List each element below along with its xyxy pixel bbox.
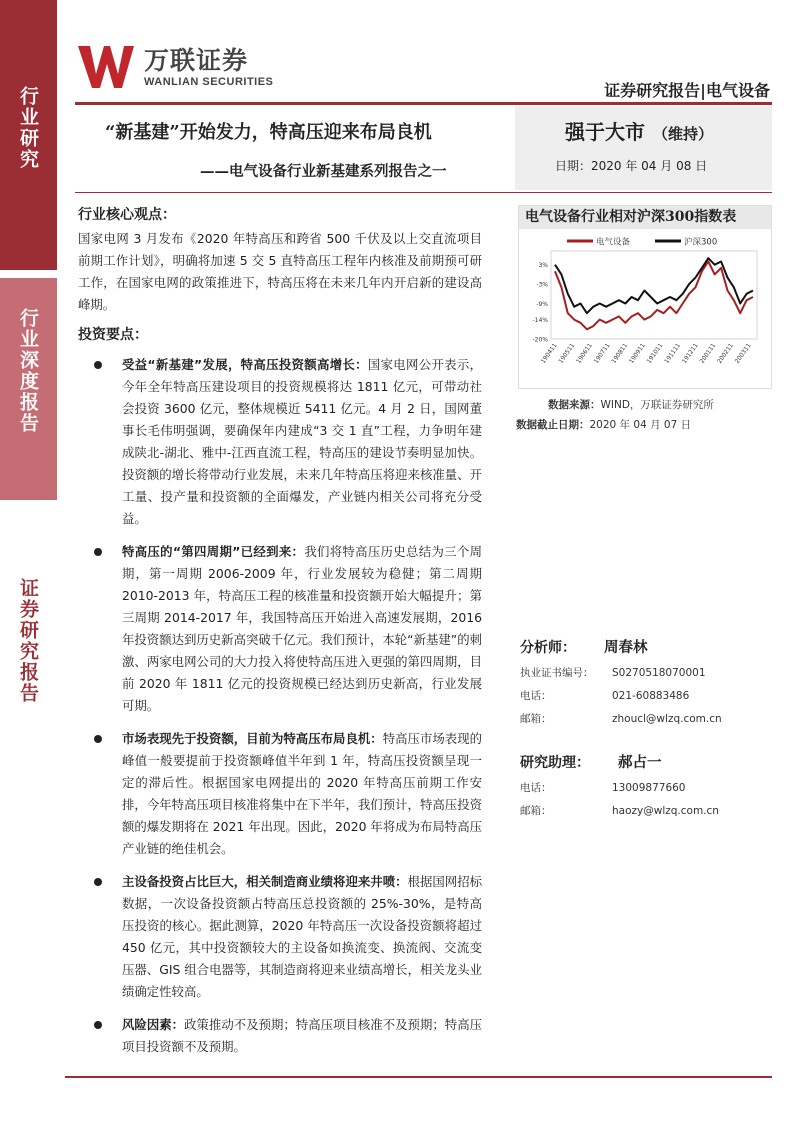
data-cutoff — [516, 417, 691, 432]
analyst-phone-label: 电话： — [520, 690, 552, 702]
x-tick-label: 190511 — [557, 342, 577, 365]
header-rule — [75, 102, 772, 105]
analyst-role: 分析师： — [520, 640, 576, 656]
point-title: 主设备投资占比巨大，相关制造商业绩将迎来井喷： — [122, 874, 408, 889]
assistant-phone-label: 电话： — [520, 782, 552, 794]
relative-index-chart — [518, 205, 772, 389]
side-section-depth-report — [0, 278, 57, 500]
series-line — [555, 262, 753, 330]
side-section-securities-report — [0, 508, 57, 1132]
analyst-license-row — [520, 662, 772, 685]
source-value: WIND，万联证券研究所 — [600, 399, 714, 411]
y-tick-label: -20% — [532, 336, 548, 344]
series-line — [555, 258, 753, 313]
side-section-industry-research — [0, 0, 57, 270]
points-heading: 投资要点： — [78, 327, 148, 343]
core-text: 国家电网 3 月发布《2020 年特高压和跨省 500 千伏及以上交直流项目前期工作计划》，明确将加速 5 交 5 直特高压工程年内核准及前期预可研工作，在国家电网的政策推进下，特高压将在未来几年内开启新的建设高峰期。 — [78, 231, 482, 312]
assistant-name: 郝占一 — [618, 754, 662, 771]
bullet-icon — [94, 878, 102, 886]
logo-english: WANLIAN SECURITIES — [144, 76, 274, 88]
rating — [565, 116, 713, 145]
x-tick-label: 200211 — [716, 342, 736, 365]
main-content — [78, 204, 482, 1069]
core-heading: 行业核心观点： — [78, 207, 176, 223]
company-logo — [78, 44, 273, 90]
assistant-email[interactable]: haozy@wlzq.com.cn — [612, 805, 719, 817]
analyst-license: S0270518070001 — [612, 667, 706, 679]
point-item — [78, 541, 482, 717]
point-text: 根据国网招标数据，一次设备投资额占特高压总投资额的 25%-30%，是特高压投资的核心。据此测算，2020 年特高压一次设备投资额将超过 450 亿元，其中投资额较大的主设备如换流变、换流阀、交流变压器、GIS 组合电器等，其制造商将迎来业绩高增长，相关龙头业绩确定性较高。 — [122, 874, 483, 999]
analyst-email-label: 邮箱： — [520, 713, 552, 725]
plot-frame — [551, 251, 757, 339]
x-tick-label: 190911 — [627, 342, 647, 365]
point-text: 特高压市场表现的峰值一般要提前于投资额峰值半年到 1 年，特高压投资额呈现一定的滞后性。根据国家电网提出的 2020 年特高压前期工作安排，今年特高压项目核准将集中在下半年，我们预计，特高压投资额的爆发期将在 2021 年出现。因此，2020 年将成为布局特高压产业链的绝佳机会。 — [122, 731, 483, 856]
point-title: 风险因素： — [122, 1017, 185, 1032]
footer-rule — [65, 1076, 772, 1078]
point-item — [78, 1014, 482, 1058]
point-text: 我们将特高压历史总结为三个周期，第一周期 2006-2009 年，行业发展较为稳健；第二周期 2010-2013 年，特高压工程的核准量和投资额开始大幅提升；第三周期 2014-2017 年，我国特高压开始进入高速发展期，2016 年投资额达到历史新高突破千亿元。我们预计，本轮“新基建”的刺激、两家电网公司的大力投入将使特高压进入更强的第四周期，目前 2020 年 1811 亿元的投资规模已经达到历史新高，行业发展可期。 — [122, 544, 483, 713]
assistant-email-label: 邮箱： — [520, 805, 552, 817]
analyst-name: 周春林 — [604, 639, 648, 656]
rating-value: 强于大市 — [565, 120, 645, 144]
analyst-email-row — [520, 708, 772, 731]
data-source — [548, 397, 714, 412]
legend-label: 电气设备 — [596, 237, 631, 248]
point-title: 受益“新基建”发展，特高压投资额高增长： — [122, 357, 368, 372]
x-tick-label: 190811 — [610, 342, 630, 365]
y-tick-label: 3% — [538, 262, 548, 270]
x-tick-label: 190411 — [539, 342, 559, 365]
point-title: 市场表现先于投资额，目前为特高压布局良机： — [122, 731, 383, 746]
point-text: 国家电网公开表示，今年全年特高压建设项目的投资规模将达 1811 亿元，可带动社会投资 3600 亿元，整体规模近 5411 亿元。4 月 2 日，国网董事长毛伟明强调，要确保年内建成“3 交 1 直”工程，力争明年建成陕北-湖北、雅中-江西直流工程，特高压的建设节奏明显加快。投资额的增长将带动行业发展，未来几年特高压将迎来核准量、开工量、投产量和投资额的全面爆发，产业链内相关公司将充分受益。 — [122, 357, 482, 526]
x-tick-label: 190711 — [592, 342, 612, 365]
point-text: 政策推动不及预期；特高压项目核准不及预期；特高压项目投资额不及预期。 — [122, 1017, 483, 1054]
x-tick-label: 190611 — [575, 342, 594, 365]
rating-note: （维持） — [653, 125, 714, 143]
report-type: 证券研究报告|电气设备 — [604, 81, 770, 100]
analyst-heading — [520, 636, 772, 662]
y-tick-label: -14% — [532, 317, 548, 325]
cutoff-value: 2020 年 04 月 07 日 — [589, 419, 692, 431]
assistant-phone: 13009877660 — [612, 782, 686, 794]
analyst-phone: 021-60883486 — [612, 690, 690, 702]
assistant-email-row — [520, 800, 772, 823]
chart-title: 电气设备行业相对沪深300指数表 — [519, 206, 771, 229]
investment-points — [78, 354, 482, 1058]
analyst-email[interactable]: zhoucl@wlzq.com.cn — [612, 713, 722, 725]
logo-w-icon — [78, 44, 134, 90]
side-label-1: 行业研究 — [17, 86, 39, 170]
analyst-info — [520, 636, 772, 823]
x-tick-label: 200311 — [733, 342, 753, 365]
source-label: 数据来源： — [548, 399, 601, 411]
side-label-2: 行业深度报告 — [17, 308, 39, 434]
title-rule — [75, 192, 772, 193]
x-tick-label: 191011 — [645, 342, 665, 365]
x-tick-label: 200111 — [698, 342, 718, 365]
side-label-3: 证券研究报告 — [17, 578, 39, 704]
point-title: 特高压的“第四周期”已经到来： — [122, 544, 305, 559]
cutoff-label: 数据截止日期： — [516, 419, 590, 431]
bullet-icon — [94, 548, 102, 556]
bullet-icon — [94, 1021, 102, 1029]
legend-label: 沪深300 — [684, 237, 718, 248]
assistant-heading — [520, 751, 772, 777]
analyst-license-label: 执业证书编号： — [520, 667, 594, 679]
y-tick-label: -9% — [536, 300, 548, 308]
y-tick-label: -3% — [536, 281, 548, 289]
report-subtitle: ——电气设备行业新基建系列报告之一 — [200, 163, 447, 180]
logo-chinese: 万联证券 — [144, 46, 249, 75]
analyst-phone-row — [520, 685, 772, 708]
point-item — [78, 728, 482, 860]
x-tick-label: 191211 — [680, 342, 700, 365]
point-item — [78, 871, 482, 1003]
report-date: 日期：2020 年 04 月 08 日 — [555, 159, 708, 173]
point-item — [78, 354, 482, 530]
report-title: “新基建”开始发力，特高压迎来布局良机 — [105, 122, 432, 143]
assistant-phone-row — [520, 777, 772, 800]
bullet-icon — [94, 361, 102, 369]
bullet-icon — [94, 735, 102, 743]
chart-plot — [519, 229, 773, 389]
side-band — [0, 0, 57, 1132]
assistant-role: 研究助理： — [520, 755, 590, 771]
x-tick-label: 191111 — [663, 342, 683, 365]
